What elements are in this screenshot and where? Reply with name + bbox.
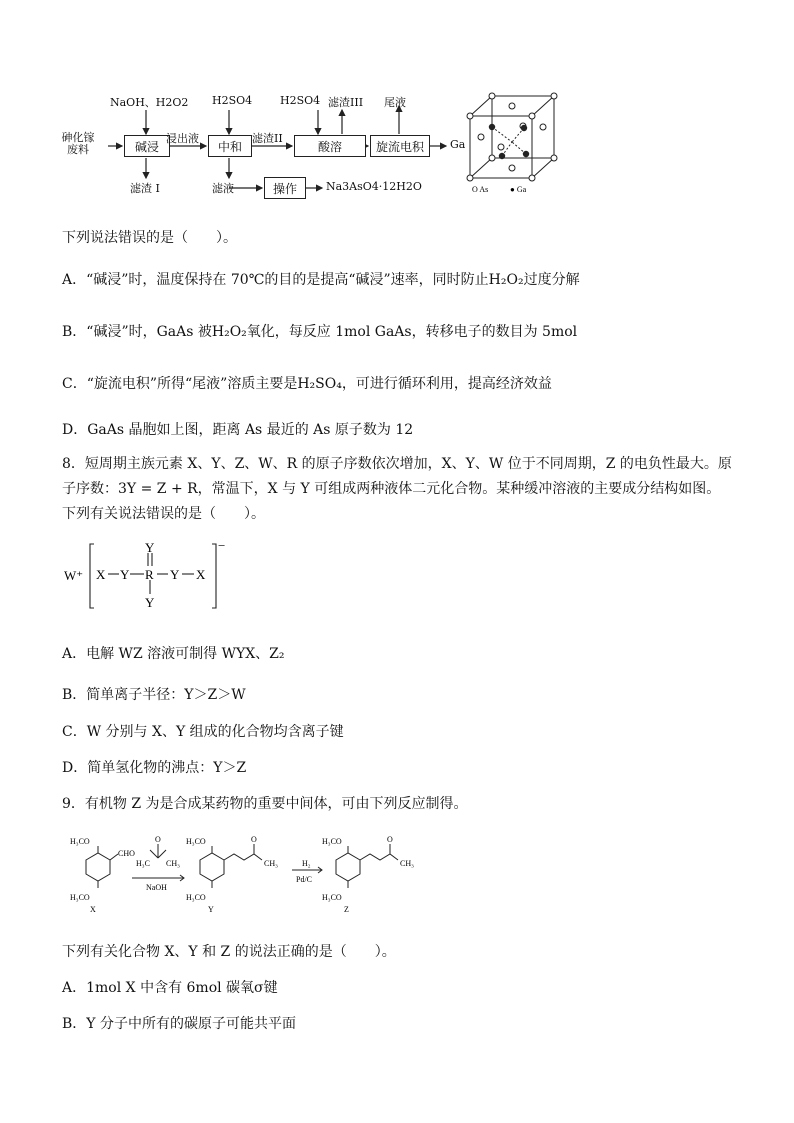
z-o: O <box>387 835 393 844</box>
q8-charge: − <box>218 540 226 553</box>
reagent-pdc: Pd/C <box>296 875 313 884</box>
x-cho: CHO <box>118 849 135 858</box>
q8-stem-line-1: 8．短周期主族元素 X、Y、Z、W、R 的原子序数依次增加，X、Y、W 位于不同周期，Z 的电负性最大。原 <box>62 456 732 472</box>
reagent-h2: H₂ <box>302 859 311 868</box>
box-operation: 操作 <box>264 177 306 199</box>
q8-atom-ybot: Y <box>145 595 155 610</box>
y-h3co-top: H₃CO <box>186 837 206 846</box>
q9-option-b: B．Y 分子中所有的碳原子可能共平面 <box>62 1016 296 1032</box>
q8-stem-line-2: 子序数：3Y = Z + R，常温下，X 与 Y 可组成两种液体二元化合物。某种缓冲溶液的主要成分结构如图。 <box>62 481 721 497</box>
legend-as: O As <box>472 185 489 194</box>
q8-atom-y1: Y <box>120 567 130 582</box>
box-acid-dissolve: 酸溶 <box>294 135 366 157</box>
q9-stem: 9．有机物 Z 为是合成某药物的重要中间体，可由下列反应制得。 <box>62 796 468 812</box>
z-h3co-top: H₃CO <box>322 837 342 846</box>
acetone-h3c: H₃C <box>136 859 150 868</box>
label-residue-1: 滤渣 I <box>130 182 160 195</box>
q8-atom-ytop: Y <box>145 540 155 555</box>
q7-option-d: D．GaAs 晶胞如上图，距离 As 最近的 As 原子数为 12 <box>62 422 414 438</box>
q7-option-b: B．“碱浸”时，GaAs 被H₂O₂氧化，每反应 1mol GaAs，转移电子的数目为 5mol <box>62 324 578 340</box>
reagent-h2so4-1: H2SO4 <box>212 94 253 107</box>
q8-atom-x1: X <box>96 567 106 582</box>
label-leachate: 浸出液 <box>166 132 199 145</box>
gaas-unit-cell-diagram <box>462 90 562 196</box>
reagent-h2so4-2: H2SO4 <box>280 94 321 107</box>
box-neutralize: 中和 <box>208 135 252 157</box>
q8-atom-r: R <box>145 567 154 582</box>
q9-reaction-scheme <box>62 830 422 922</box>
raw-material-label-1: 砷化镓 <box>61 131 95 144</box>
label-y: Y <box>208 905 214 914</box>
q8-atom-y2: Y <box>170 567 180 582</box>
label-z: Z <box>344 905 349 914</box>
label-residue-2: 滤渣II <box>252 132 283 145</box>
acetone-ch3: CH₃ <box>166 859 180 868</box>
q9-prompt: 下列有关化合物 X、Y 和 Z 的说法正确的是（ ）。 <box>62 944 396 960</box>
q8-atom-x2: X <box>196 567 206 582</box>
acetone-o: O <box>155 835 161 844</box>
q8-cation: W⁺ <box>64 568 84 583</box>
q7-option-a: A．“碱浸”时，温度保持在 70℃的目的是提高“碱浸”速率，同时防止H₂O₂过度分解 <box>62 272 580 288</box>
label-residue-3: 滤渣III <box>328 96 364 109</box>
box-alkali-leach: 碱浸 <box>124 135 170 157</box>
box-cyclone-electrowin: 旋流电积 <box>370 135 430 157</box>
label-filtrate: 滤液 <box>212 182 234 195</box>
reagent-naoh-h2o2: NaOH、H2O2 <box>110 96 189 109</box>
x-h3co-bottom: H₃CO <box>70 893 90 902</box>
label-tail-liquid: 尾液 <box>384 96 406 109</box>
q7-prompt: 下列说法错误的是（ ）。 <box>62 230 237 246</box>
q7-option-c: C．“旋流电积”所得“尾液”溶质主要是H₂SO₄，可进行循环利用，提高经济效益 <box>62 376 552 392</box>
q8-option-d: D．简单氢化物的沸点：Y＞Z <box>62 760 247 776</box>
label-x: X <box>90 905 96 914</box>
q8-option-b: B．简单离子半径：Y＞Z＞W <box>62 687 246 703</box>
label-product: Na3AsO4·12H2O <box>326 180 422 193</box>
z-ch3: CH₃ <box>400 859 414 868</box>
y-h3co-bottom: H₃CO <box>186 893 206 902</box>
reagent-naoh: NaOH <box>146 883 167 892</box>
q8-structure-diagram <box>64 540 234 616</box>
q9-option-a: A．1mol X 中含有 6mol 碳氧σ键 <box>62 980 278 996</box>
raw-material-label-2: 废料 <box>67 143 89 156</box>
legend-ga: ● Ga <box>510 185 527 194</box>
x-h3co-top: H₃CO <box>70 837 90 846</box>
y-ch3: CH₃ <box>264 859 278 868</box>
y-o: O <box>251 835 257 844</box>
z-h3co-bottom: H₃CO <box>322 893 342 902</box>
q8-option-c: C．W 分别与 X、Y 组成的化合物均含离子键 <box>62 724 344 740</box>
label-ga: Ga <box>450 138 466 151</box>
q8-option-a: A．电解 WZ 溶液可制得 WYX、Z₂ <box>62 646 285 662</box>
q8-stem-line-3: 下列有关说法错误的是（ ）。 <box>62 506 265 522</box>
